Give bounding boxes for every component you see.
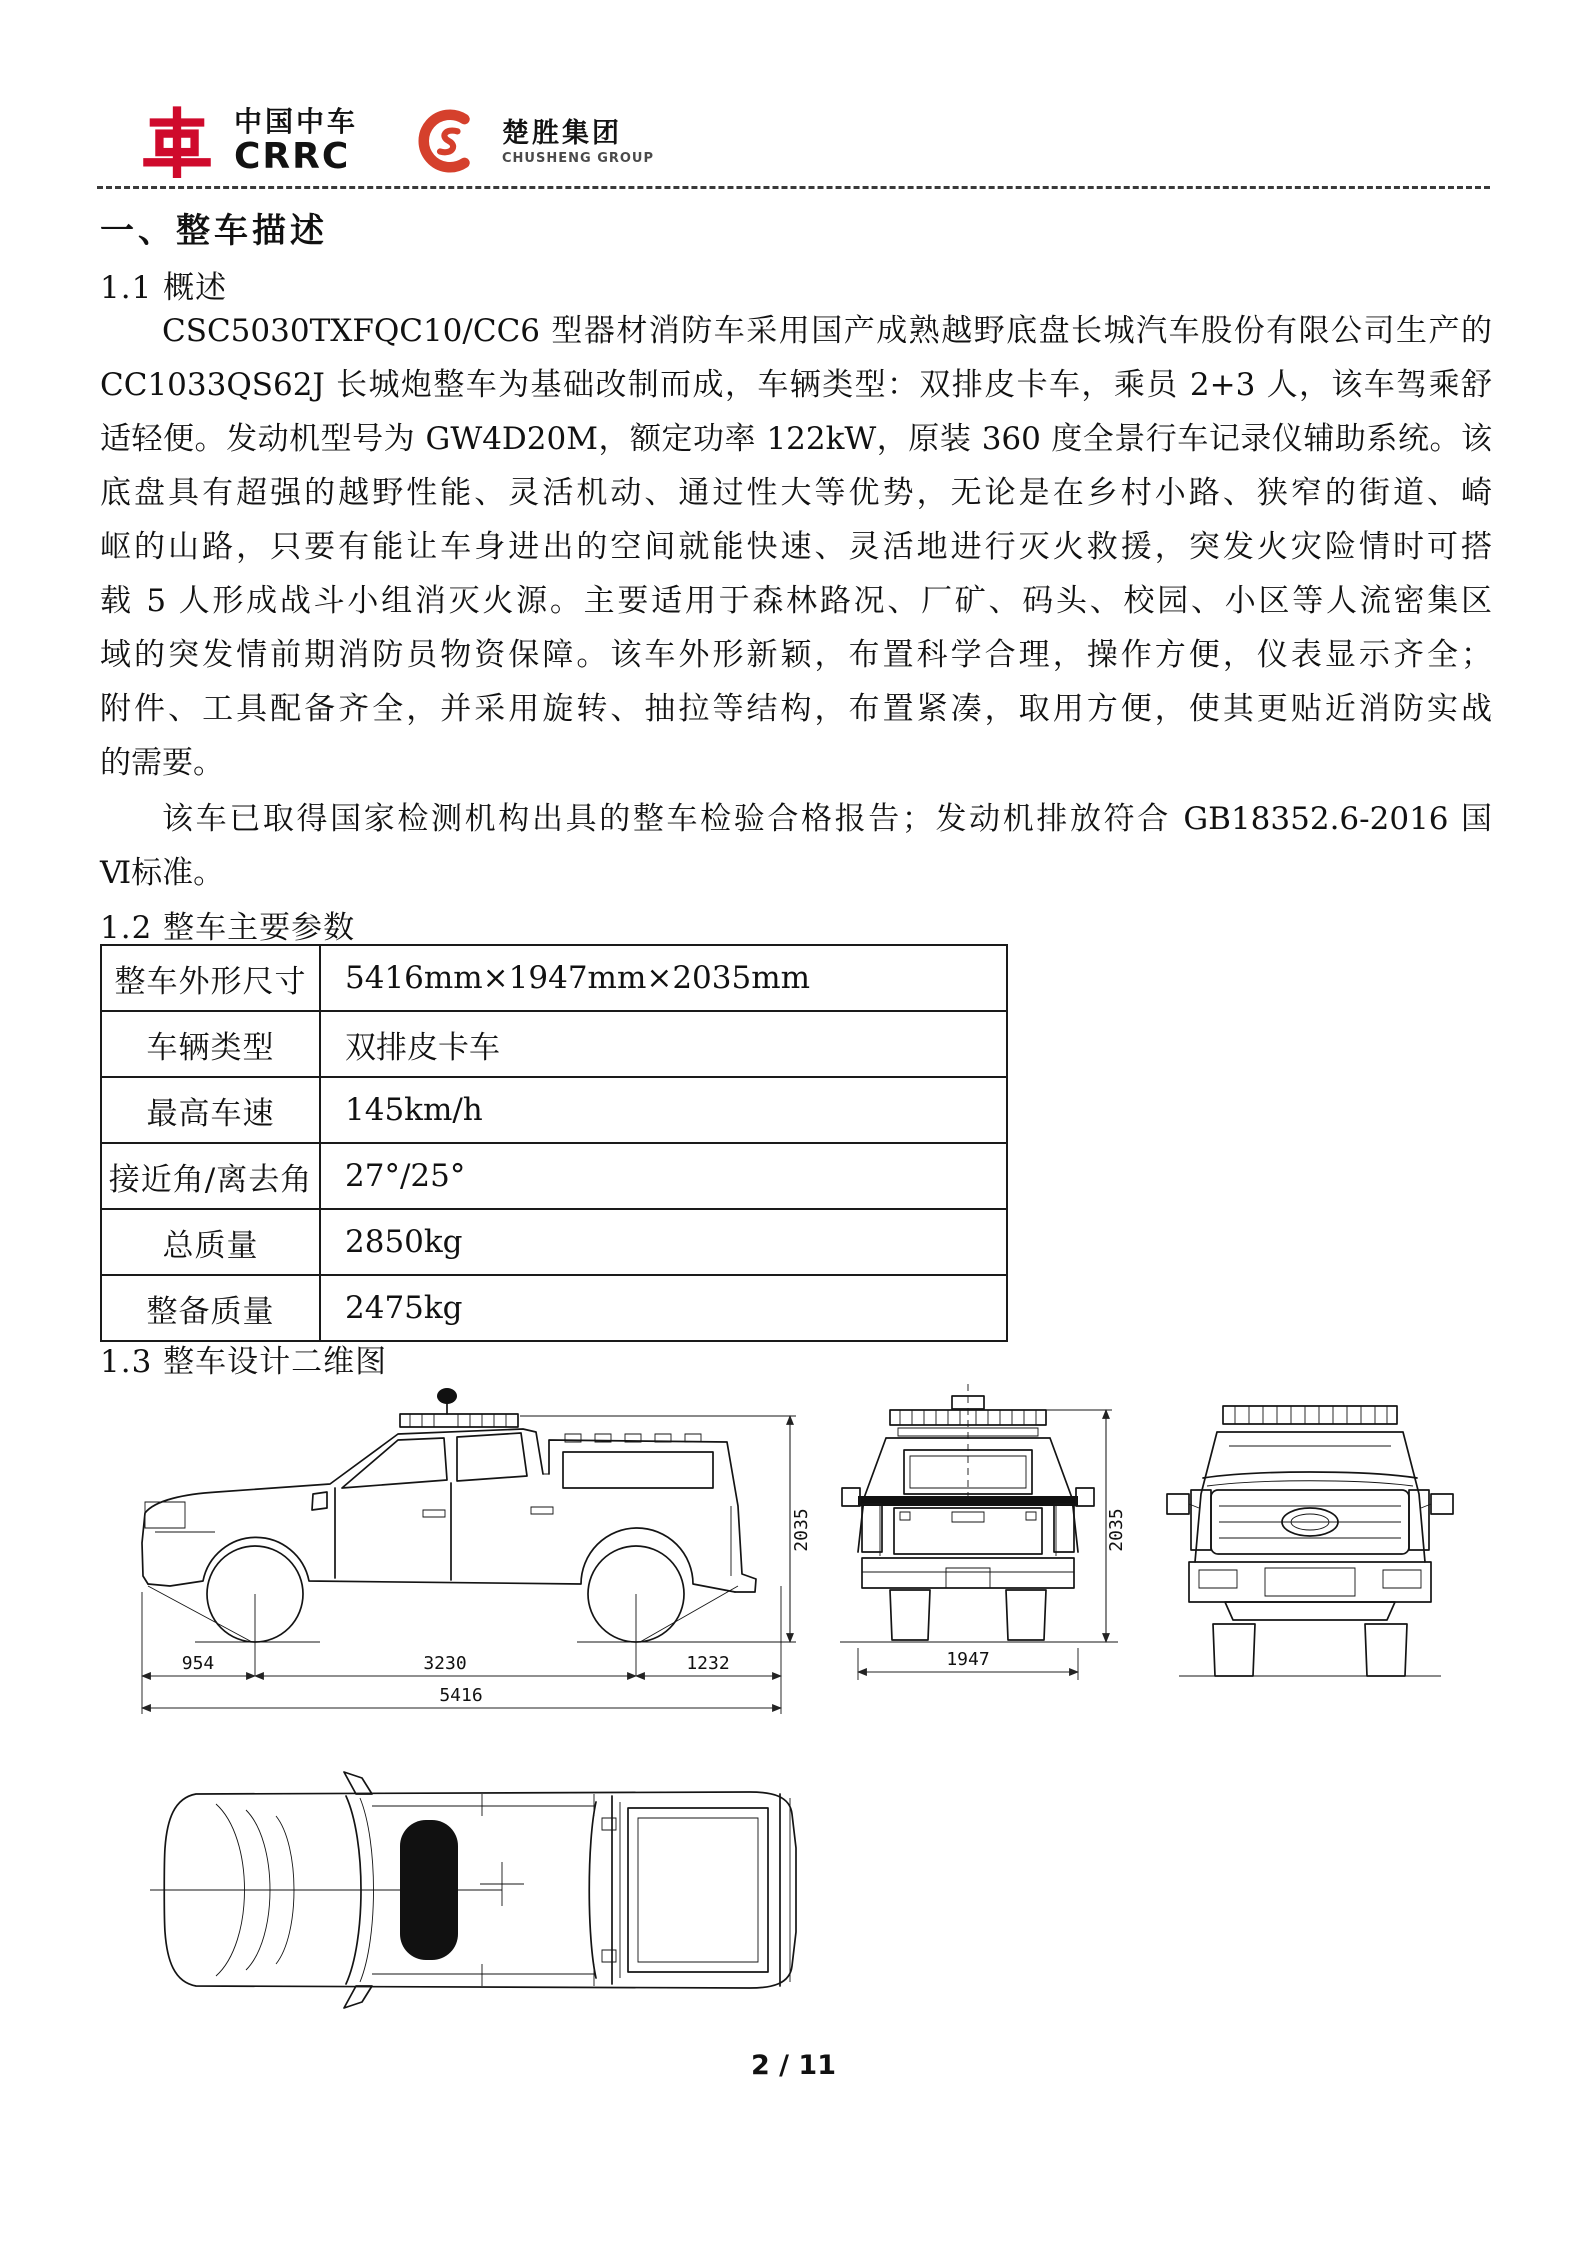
section-heading: 一、整车描述 bbox=[100, 211, 328, 251]
subsection-1-1: 1.1 概述 bbox=[100, 270, 228, 306]
crrc-logo-icon bbox=[140, 104, 214, 178]
table-row bbox=[101, 1275, 1007, 1341]
spec-label-cell: 整备质量 bbox=[101, 1275, 320, 1341]
spec-label-cell: 车辆类型 bbox=[101, 1011, 320, 1077]
table-row bbox=[101, 1143, 1007, 1209]
paragraph-line: CC1033QS62J 长城炮整车为基础改制而成，车辆类型：双排皮卡车，乘员 2+3 人，该车驾乘舒 bbox=[100, 367, 1492, 403]
page-header bbox=[140, 104, 654, 178]
dimension-label: 2035 bbox=[791, 1508, 812, 1552]
paragraph-line: 载 5 人形成战斗小组消灭火源。主要适用于森林路况、厂矿、码头、校园、小区等人流密集区 bbox=[100, 583, 1492, 619]
dimension-label: 1232 bbox=[686, 1653, 730, 1674]
paragraph-line: 域的突发情前期消防员物资保障。该车外形新颖，布置科学合理，操作方便，仪表显示齐全； bbox=[100, 637, 1492, 673]
spec-value-cell: 145km/h bbox=[320, 1077, 1007, 1143]
crrc-name-cn: 中国中车 bbox=[234, 105, 359, 138]
spec-table bbox=[100, 944, 1008, 1342]
chusheng-name-en: CHUSHENG GROUP bbox=[502, 150, 655, 166]
chusheng-logo-icon bbox=[412, 106, 482, 176]
spec-label-cell: 总质量 bbox=[101, 1209, 320, 1275]
paragraph-line: 附件、工具配备齐全，并采用旋转、抽拉等结构，布置紧凑，取用方便，使其更贴近消防实战 bbox=[100, 691, 1492, 727]
overview-paragraph-2 bbox=[100, 792, 1492, 900]
subsection-1-3: 1.3 整车设计二维图 bbox=[100, 1344, 388, 1380]
spec-label-cell: 接近角/离去角 bbox=[101, 1143, 320, 1209]
table-row bbox=[101, 1077, 1007, 1143]
chusheng-name-cn: 楚胜集团 bbox=[502, 117, 623, 149]
paragraph-line: 的需要。 bbox=[100, 745, 224, 781]
dimension-label: 5416 bbox=[439, 1685, 483, 1706]
dimension-label: 2035 bbox=[1106, 1508, 1127, 1552]
paragraph-line: 岖的山路，只要有能让车身进出的空间就能快速、灵活地进行灭火救援，突发火灾险情时可搭 bbox=[100, 529, 1492, 565]
paragraph-line: 该车已取得国家检测机构出具的整车检验合格报告；发动机排放符合 GB18352.6-2016 国 bbox=[162, 801, 1492, 837]
crrc-name-en: CRRC bbox=[234, 136, 351, 177]
spec-value-cell: 双排皮卡车 bbox=[320, 1011, 1007, 1077]
spec-value-cell: 5416mm×1947mm×2035mm bbox=[320, 945, 1007, 1011]
paragraph-line: 底盘具有超强的越野性能、灵活机动、通过性大等优势，无论是在乡村小路、狭窄的街道、崎 bbox=[100, 475, 1492, 511]
table-row bbox=[101, 1011, 1007, 1077]
chusheng-logo-text bbox=[502, 117, 654, 166]
dimension-label: 1947 bbox=[946, 1649, 990, 1670]
overview-paragraph-1 bbox=[100, 304, 1492, 790]
side-view-drawing bbox=[95, 1380, 825, 1725]
spec-value-cell: 27°/25° bbox=[320, 1143, 1007, 1209]
subsection-1-2: 1.2 整车主要参数 bbox=[100, 910, 356, 946]
paragraph-line: CSC5030TXFQC10/CC6 型器材消防车采用国产成熟越野底盘长城汽车股份有限公司生产的 bbox=[162, 313, 1492, 349]
paragraph-line: Ⅵ标准。 bbox=[100, 855, 225, 891]
spec-label-cell: 整车外形尺寸 bbox=[101, 945, 320, 1011]
front-view-drawing bbox=[1165, 1390, 1455, 1690]
spec-value-cell: 2475kg bbox=[320, 1275, 1007, 1341]
spec-label-cell: 最高车速 bbox=[101, 1077, 320, 1143]
header-divider bbox=[97, 186, 1490, 189]
paragraph-line: 适轻便。发动机型号为 GW4D20M，额定功率 122kW，原装 360 度全景行车记录仪辅助系统。该 bbox=[100, 421, 1492, 457]
page-number: 2 / 11 bbox=[750, 2050, 837, 2081]
spec-value-cell: 2850kg bbox=[320, 1209, 1007, 1275]
crrc-logo-text bbox=[234, 106, 358, 176]
table-row bbox=[101, 1209, 1007, 1275]
dimension-label: 3230 bbox=[423, 1653, 467, 1674]
rear-view-drawing bbox=[840, 1380, 1140, 1725]
table-row bbox=[101, 945, 1007, 1011]
dimension-label: 954 bbox=[181, 1653, 215, 1674]
top-view-drawing bbox=[150, 1762, 810, 2017]
